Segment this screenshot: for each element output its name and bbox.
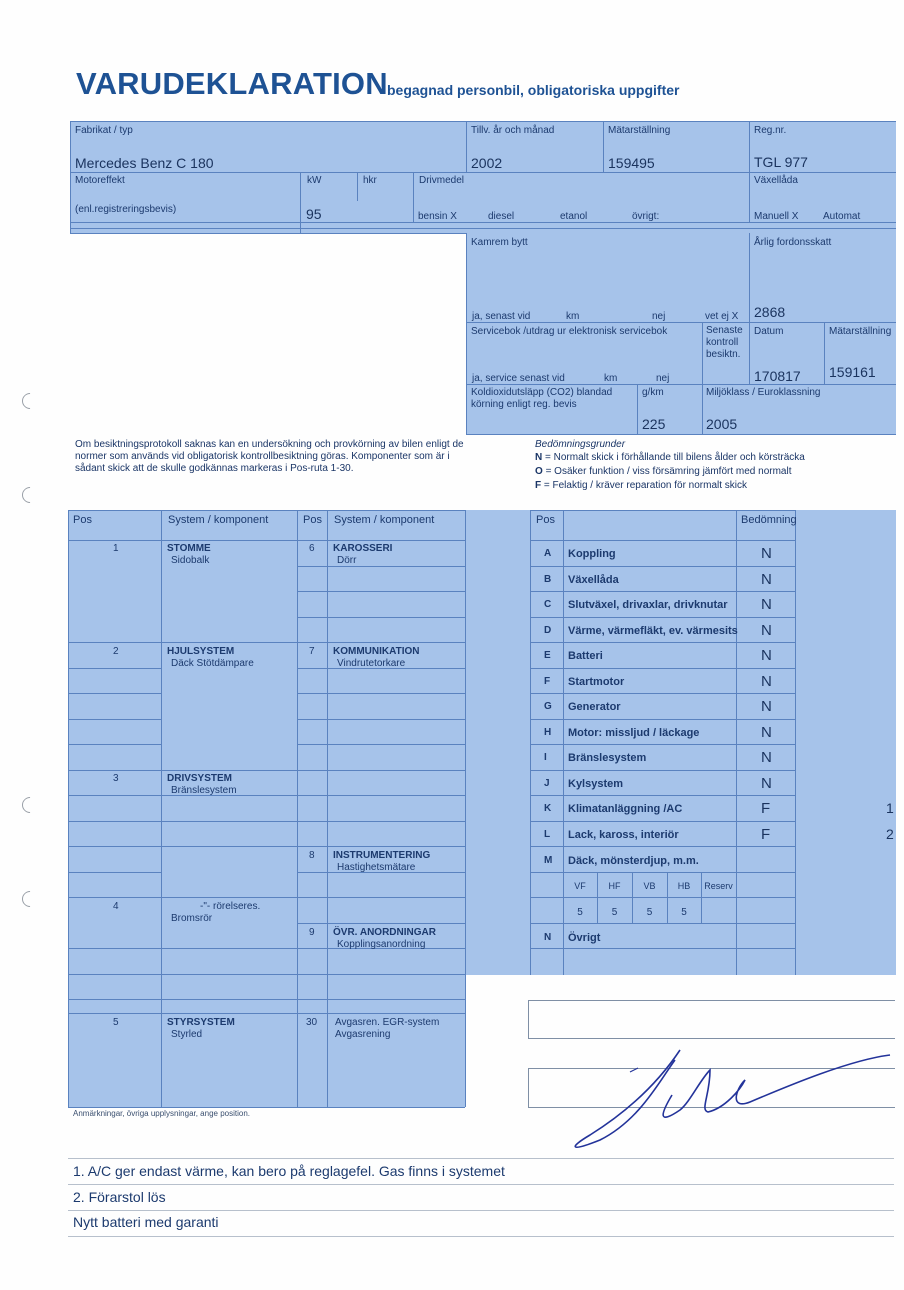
pos-3: 3 [113,773,119,784]
grade-value: N [761,775,772,792]
system-stomme: STOMME [167,543,211,554]
servicebok-label: Servicebok /utdrag ur elektronisk servicebok [471,326,668,337]
pos-h: H [544,727,552,738]
pos-l: L [544,829,551,840]
remark-line-3: Nytt batteri med garanti [73,1214,219,1230]
grade-value: N [761,622,772,639]
ovrigt-option: övrigt: [632,211,660,222]
tire-header: VF [574,881,586,891]
kw-value: 95 [306,206,322,222]
punch-hole [19,794,42,817]
label-ovrigt: Övrigt [568,932,601,944]
tire-depth: 5 [681,907,687,918]
component-bromsror: Bromsrör [171,913,213,924]
system-avgasren: Avgasren. EGR-system [335,1017,440,1028]
remark-line-2: 2. Förarstol lös [73,1189,166,1205]
bedomning-header: Bedömning [741,514,797,526]
tire-header: Reserv [704,881,733,891]
kamrem-km: km [566,311,580,322]
page-title: VARUDEKLARATION [76,66,388,101]
pos-5: 5 [113,1017,119,1028]
pos-c: C [544,599,552,610]
component-label: Batteri [568,650,603,662]
grade-value: N [761,596,772,613]
service-nej: nej [656,373,670,384]
punch-hole [19,484,42,507]
component-label: Slutväxel, drivaxlar, drivknutar [568,599,728,611]
pos-4: 4 [113,901,119,912]
remarks-label: Anmärkningar, övriga upplysningar, ange position. [73,1109,250,1118]
remark-ref: 1 [886,800,894,816]
grading-f: F = Felaktig / kräver reparation för normalt skick [535,480,748,491]
pos-header-2: Pos [303,514,322,526]
system-kommunikation: KOMMUNIKATION [333,646,420,657]
miljo-value: 2005 [706,416,738,432]
kw-label: kW [307,175,322,186]
component-sidobalk: Sidobalk [171,555,210,566]
kamrem-vetej: vet ej X [705,311,739,322]
grade-value: N [761,647,772,664]
system-header: System / komponent [168,514,269,526]
system-instrumentering: INSTRUMENTERING [333,850,431,861]
pos-30: 30 [306,1017,318,1028]
tire-depth: 5 [577,907,583,918]
bensin-option: bensin X [418,211,457,222]
pos-2: 2 [113,646,119,657]
tillv-value: 2002 [471,155,503,171]
component-label: Lack, kaross, interiör [568,829,679,841]
pos-i: I [544,752,547,763]
system-drivsystem: DRIVSYSTEM [167,773,233,784]
right-pos-header: Pos [536,514,555,526]
component-label: Klimatanläggning /AC [568,803,683,815]
grading-n: N = Normalt skick i förhållande till bilens ålder och körsträcka [535,452,805,463]
remark-line-1: 1. A/C ger endast värme, kan bero på reglagefel. Gas finns i systemet [73,1163,505,1179]
tire-header: VB [643,881,656,891]
system-header-2: System / komponent [334,514,435,526]
service-km: km [604,373,618,384]
pos-g: G [544,701,552,712]
pos-9: 9 [309,927,315,938]
system-karosseri: KAROSSERI [333,543,393,554]
kamrem-ja: ja, senast vid [472,311,531,322]
component-styrled: Styrled [171,1029,203,1040]
kamrem-nej: nej [652,311,666,322]
datum-value: 170817 [754,368,801,384]
co2-unit: g/km [642,387,664,398]
component-kopplingsanordning: Kopplingsanordning [337,939,426,950]
system-rorelseres: -"- rörelseres. [200,901,261,912]
grade-value: N [761,545,772,562]
grade-value: N [761,724,772,741]
grade-value: N [761,571,772,588]
system-hjulsystem: HJULSYSTEM [167,646,235,657]
fabrikat-value: Mercedes Benz C 180 [75,155,214,171]
pos-m: M [544,855,553,866]
label-dack-monsterdjup: Däck, mönsterdjup, m.m. [568,855,699,867]
pos-8: 8 [309,850,315,861]
service-matar-label: Mätarställning [829,326,892,337]
component-dorr: Dörr [337,555,357,566]
motoreffekt-label: Motoreffekt [75,175,125,186]
pos-d: D [544,625,552,636]
component-vindrutetorkare: Vindrutetorkare [337,658,406,669]
signature [560,1040,900,1155]
component-label: Generator [568,701,621,713]
grade-value: N [761,749,772,766]
remark-ref: 2 [886,826,894,842]
pos-header: Pos [73,514,92,526]
grade-value: N [761,698,772,715]
etanol-option: etanol [560,211,588,222]
tire-depth: 5 [646,907,653,918]
component-label: Koppling [568,548,616,560]
vaxellada-label: Växellåda [754,175,798,186]
component-dack: Däck Stötdämpare [171,658,254,669]
tire-header: HB [677,881,691,891]
punch-hole [19,390,42,413]
component-label: Bränslesystem [568,752,647,764]
senaste-label: Senaste kontroll besiktn. [706,325,743,360]
component-label: Startmotor [568,676,625,688]
pos-7: 7 [309,646,315,657]
info-text: Om besiktningsprotokoll saknas kan en undersökning och provkörning av bilen enligt de normer som används vid obligatorisk kontrollbesiktning göras. Komponenter som är i sådant skick att de skulle godkännas markeras i Pos-ruta 1-30. [75,439,464,474]
punch-hole [19,888,42,911]
tire-depth: 5 [611,907,618,918]
grading-o: O = Osäker funktion / viss försämring jämfört med normalt [535,466,792,477]
component-label: Växellåda [568,574,619,586]
skatt-label: Årlig fordonsskatt [754,237,832,248]
pos-e: E [544,650,551,661]
component-avgasrening: Avgasrening [335,1029,391,1040]
matar-value: 159495 [608,155,655,171]
grade-value: F [761,826,771,843]
component-branslesystem: Bränslesystem [171,785,237,796]
pos-f: F [544,676,551,687]
enl-label: (enl.registreringsbevis) [75,204,177,215]
page-subtitle: begagnad personbil, obligatoriska uppgifter [387,82,680,98]
hkr-label: hkr [363,175,377,186]
pos-j: J [544,778,550,789]
system-styrsystem: STYRSYSTEM [167,1017,235,1028]
grading-title: Bedömningsgrunder [535,439,626,450]
system-ovr-anordningar: ÖVR. ANORDNINGAR [333,927,436,938]
co2-label: Koldioxidutsläpp (CO2) blandad körning enligt reg. bevis [471,387,613,410]
fabrikat-label: Fabrikat / typ [75,125,133,136]
automat-option: Automat [823,211,861,222]
matar-label: Mätarställning [608,125,671,136]
co2-value: 225 [642,416,666,432]
datum-label: Datum [754,326,784,337]
component-label: Kylsystem [568,778,624,790]
pos-a: A [544,548,552,559]
pos-6: 6 [309,543,315,554]
pos-b: B [544,574,552,585]
service-matar-value: 159161 [829,364,876,380]
miljo-label: Miljöklass / Euroklassning [706,387,821,398]
grade-value: N [761,673,772,690]
skatt-value: 2868 [754,304,786,320]
tillv-label: Tillv. år och månad [471,125,555,136]
drivmedel-label: Drivmedel [419,175,465,186]
tire-header: HF [608,881,621,891]
component-label: Värme, värmefläkt, ev. värmesits [568,625,738,637]
regnr-label: Reg.nr. [754,125,787,136]
pos-k: K [544,803,552,814]
service-ja: ja, service senast vid [472,373,565,384]
manuell-option: Manuell X [754,211,799,222]
kamrem-label: Kamrem bytt [471,237,528,248]
component-hastighetsmatare: Hastighetsmätare [337,862,416,873]
pos-n: N [544,932,552,943]
component-label: Motor: missljud / läckage [568,727,700,739]
diesel-option: diesel [488,211,515,222]
regnr-value: TGL 977 [754,154,808,170]
grade-value: F [761,800,771,817]
table-gap-band [465,510,530,975]
pos-1: 1 [113,543,119,554]
